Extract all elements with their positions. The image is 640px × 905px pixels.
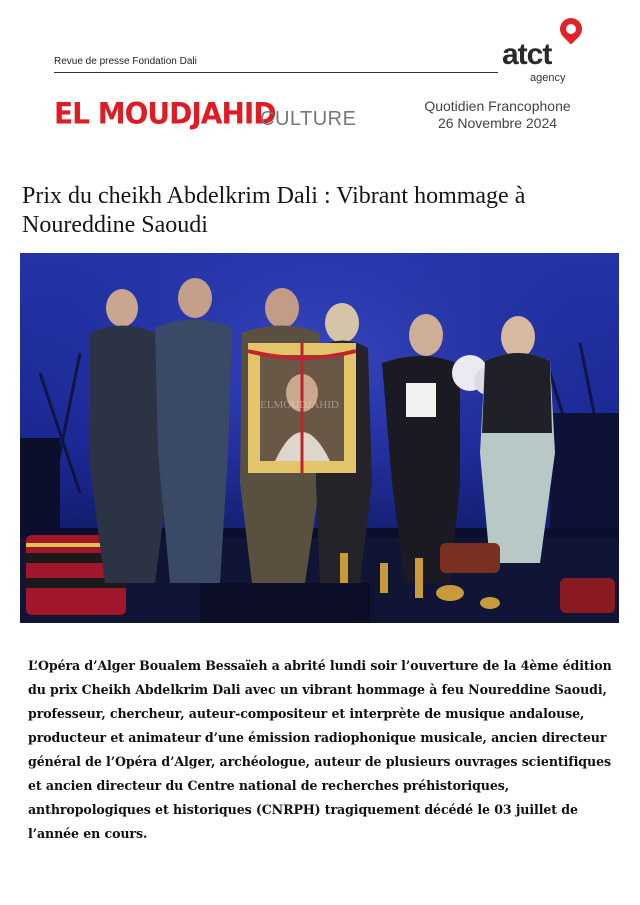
publication-info bbox=[410, 98, 585, 132]
press-review-label: Revue de presse Fondation Dali bbox=[54, 56, 197, 67]
photo-watermark: ELMOUDJAHID bbox=[260, 399, 339, 411]
article-body: L’Opéra d’Alger Boualem Bessaïeh a abrité lundi soir l’ouverture de la 4ème édition du prix Cheikh Abdelkrim Dali avec un vibrant hommage à feu Noureddine Saoudi, professeur, chercheur, auteur-compositeur et interprète de musique andalouse, producteur et animateur d’une émission radiophonique musicale, ancien directeur général de l’Opéra d’Alger, archéologue, auteur de plusieurs ouvrages scientifiques et ancien directeur du Centre national de recherches préhistoriques, anthropologiques et historiques (CNRPH) tragiquement décédé le 03 juillet de l’année en cours. bbox=[28, 658, 612, 841]
location-pin-icon bbox=[555, 13, 586, 44]
newspaper-masthead: EL MOUDJAHID bbox=[54, 96, 276, 131]
agency-name: atct bbox=[502, 38, 552, 71]
header-rule bbox=[54, 72, 498, 73]
agency-subtitle: agency bbox=[530, 72, 566, 84]
article-title: Prix du cheikh Abdelkrim Dali : Vibrant hommage à Noureddine Saoudi bbox=[22, 183, 526, 238]
agency-logo bbox=[500, 18, 590, 86]
publication-type: Quotidien Francophone bbox=[424, 98, 571, 114]
section-label: CULTURE bbox=[260, 108, 357, 130]
publication-date: 26 Novembre 2024 bbox=[437, 115, 558, 131]
article-photo bbox=[20, 253, 619, 623]
